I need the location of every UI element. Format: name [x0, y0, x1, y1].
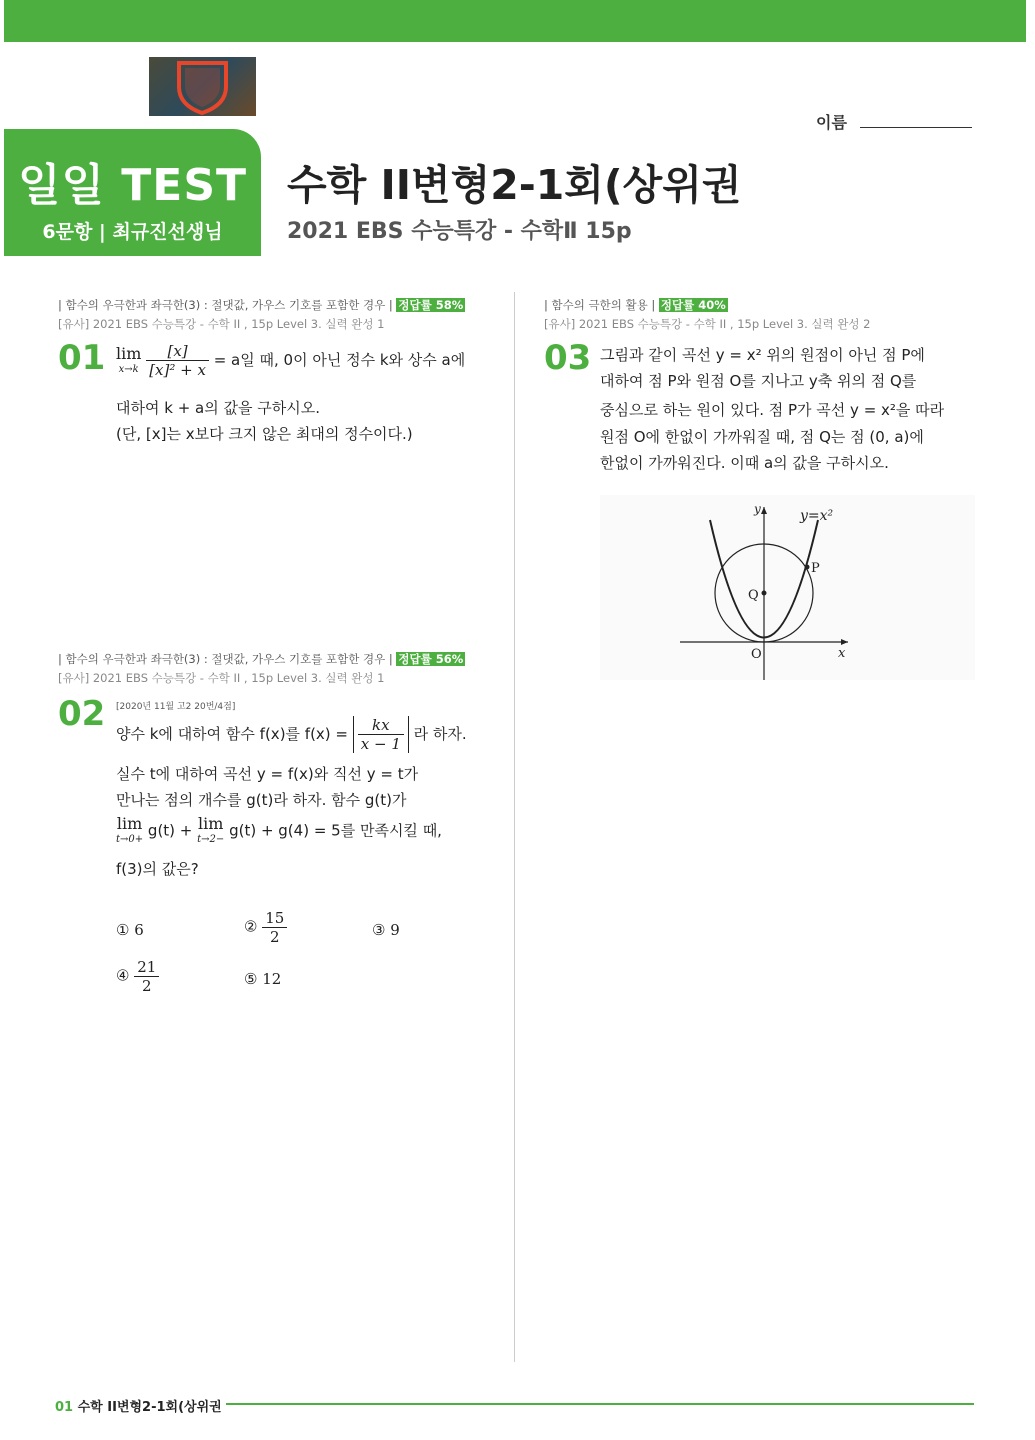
- q2-line1-b: 라 하자.: [413, 725, 467, 743]
- choice-mark: ④: [116, 966, 130, 985]
- q2-limit-a: [116, 815, 143, 847]
- q2-line4: [116, 815, 442, 847]
- q2-accuracy-badge: 정답률 56%: [398, 652, 464, 666]
- frac-den: [x]² + x: [149, 361, 206, 379]
- q3-accuracy-badge: 정답률 40%: [660, 298, 726, 312]
- q1-meta: [58, 297, 465, 313]
- q3-line3: 중심으로 하는 원이 있다. 점 P가 곡선 y = x²을 따라: [600, 401, 945, 419]
- q1-limit: [116, 345, 141, 377]
- choice-mark: ②: [244, 917, 258, 936]
- point-q-label: Q: [748, 588, 759, 603]
- q3-number: 03: [544, 338, 592, 378]
- frac-num: 15: [262, 909, 287, 928]
- tag-title: 일일 TEST: [17, 160, 248, 211]
- parabola-circle-diagram: [600, 495, 975, 680]
- q3-line1: 그림과 같이 곡선 y = x² 위의 원점이 아닌 점 P에: [600, 346, 925, 364]
- choice-value: 6: [134, 921, 144, 939]
- curve-label: y=x²: [800, 508, 834, 524]
- choice-value: 12: [262, 970, 282, 988]
- name-label: 이름: [816, 113, 847, 132]
- q3-line5: 한없이 가까워진다. 이때 a의 값을 구하시오.: [600, 454, 889, 472]
- q1-line1: [116, 342, 465, 379]
- q2-line2: 실수 t에 대하여 곡선 y = f(x)와 직선 y = t가: [116, 765, 419, 783]
- q1-number: 01: [58, 338, 106, 378]
- choice-mark: ⑤: [244, 970, 258, 988]
- choice-fraction: [262, 909, 287, 946]
- choice-value: 9: [390, 921, 400, 939]
- daily-test-tag: [4, 129, 261, 256]
- q1-line1-text: = a일 때, 0이 아닌 정수 k와 상수 a에: [213, 351, 466, 369]
- q1-fraction: [146, 342, 209, 379]
- q1-source: [유사] 2021 EBS 수능특강 - 수학 II , 15p Level 3. 실력 완성 1: [58, 317, 385, 331]
- tag-subtitle: 6문항 | 최규진선생님: [42, 221, 223, 243]
- lim-text: lim: [198, 814, 224, 833]
- choice-3[interactable]: [372, 921, 400, 939]
- q2-abs: [353, 716, 409, 753]
- frac-num: [x]: [146, 342, 209, 361]
- frac-num: 21: [134, 958, 159, 977]
- footer-page-number: 01: [55, 1400, 74, 1415]
- q2-line1: [116, 716, 467, 753]
- choice-2[interactable]: [244, 909, 287, 946]
- name-field[interactable]: [860, 127, 972, 128]
- q2-line5: f(3)의 값은?: [116, 860, 199, 878]
- lim-sub: x→k: [118, 363, 139, 375]
- lim-text: lim: [116, 343, 142, 363]
- point-q: [762, 591, 767, 596]
- choice-mark: ①: [116, 921, 130, 939]
- q3-graph: [600, 495, 975, 680]
- q3-source: [유사] 2021 EBS 수능특강 - 수학 II , 15p Level 3. 실력 완성 2: [544, 317, 871, 331]
- choice-5[interactable]: [244, 970, 281, 988]
- frac-den: 2: [270, 928, 280, 946]
- q2-meta: [58, 651, 465, 667]
- choice-mark: ③: [372, 921, 386, 939]
- q2-source: [유사] 2021 EBS 수능특강 - 수학 II , 15p Level 3. 실력 완성 1: [58, 671, 385, 685]
- y-axis-arrow: [761, 507, 767, 514]
- q1-line3: (단, [x]는 x보다 크지 않은 최대의 정수이다.): [116, 425, 413, 443]
- q3-line2: 대하여 점 P와 원점 O를 지나고 y축 위의 점 Q를: [600, 372, 917, 390]
- origin-label: O: [751, 647, 762, 662]
- column-divider: [514, 292, 515, 1362]
- point-p-label: P: [811, 561, 820, 576]
- choice-4[interactable]: [116, 958, 159, 995]
- choice-1[interactable]: [116, 921, 144, 939]
- q2-exam-source: [2020년 11월 고2 20번/4점]: [116, 702, 236, 712]
- page-title: 수학 II변형2-1회(상위권: [287, 161, 742, 209]
- q3-topic: | 함수의 극한의 활용 |: [544, 298, 656, 312]
- q2-line1-a: 양수 k에 대하여 함수 f(x)를 f(x) =: [116, 725, 348, 743]
- logo: [149, 57, 256, 116]
- lim-text: lim: [116, 814, 143, 833]
- y-axis-label: y: [754, 502, 761, 516]
- x-axis-label: x: [838, 646, 846, 661]
- footer-line: [226, 1403, 974, 1405]
- frac-den: 2: [142, 977, 152, 995]
- page-subtitle: 2021 EBS 수능특강 - 수학Ⅱ 15p: [287, 219, 632, 244]
- q1-topic: | 함수의 우극한과 좌극한(3) : 절댓값, 가우스 기호를 포함한 경우 |: [58, 298, 393, 312]
- q2-line4-a: g(t) +: [147, 821, 193, 840]
- q1-accuracy-badge: 정답률 58%: [398, 298, 464, 312]
- lim-sub: t→0+: [116, 834, 144, 845]
- shield-logo-icon: [149, 57, 256, 116]
- q2-line3: 만나는 점의 개수를 g(t)라 하자. 함수 g(t)가: [116, 791, 407, 809]
- point-p: [805, 565, 810, 570]
- q2-number: 02: [58, 694, 106, 734]
- q2-line4-b: g(t) + g(4) = 5를 만족시킬 때,: [229, 821, 442, 840]
- q1-line2: 대하여 k + a의 값을 구하시오.: [116, 399, 320, 417]
- top-bar: [4, 0, 1026, 42]
- footer-title: 수학 II변형2-1회(상위권: [77, 1400, 222, 1415]
- abs-den: x − 1: [360, 735, 401, 753]
- abs-num: kx: [358, 716, 404, 735]
- q2-abs-fraction: [358, 716, 404, 753]
- q3-line4: 원점 O에 한없이 가까워질 때, 점 Q는 점 (0, a)에: [600, 428, 924, 446]
- lim-sub: t→2−: [197, 834, 225, 845]
- choice-fraction: [134, 958, 159, 995]
- q2-limit-b: [197, 815, 224, 847]
- x-axis-arrow: [841, 639, 848, 645]
- q3-meta: [544, 297, 728, 313]
- q2-topic: | 함수의 우극한과 좌극한(3) : 절댓값, 가우스 기호를 포함한 경우 |: [58, 652, 393, 666]
- footer-label: [55, 1396, 222, 1415]
